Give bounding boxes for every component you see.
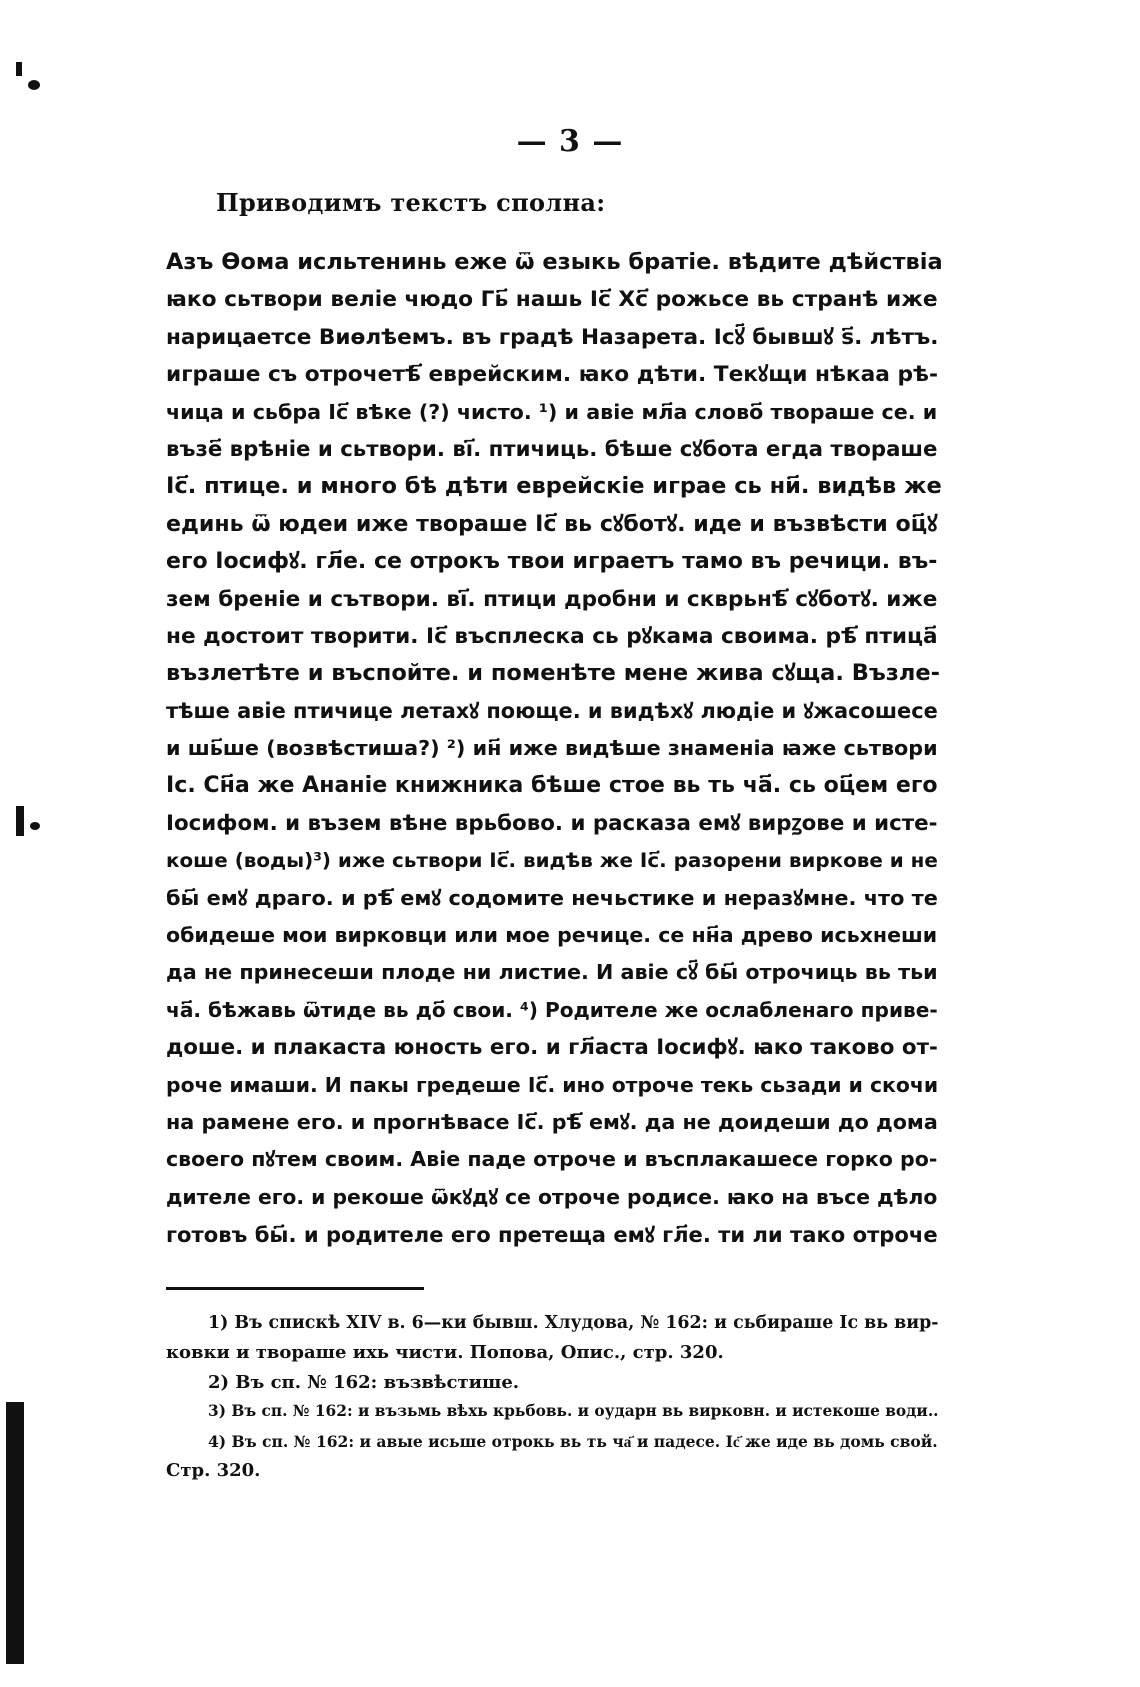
footnote-line: Стр. 320. — [166, 1459, 261, 1481]
scan-mark-middle-dot — [30, 822, 40, 830]
text-line: зем бреніе и сътвори. ві҃. птици дробни и скврьнѣ҃ сꙋботꙋ. иже — [166, 586, 938, 612]
text-line: ꙗко сьтвори веліе чюдо Гь҃ нашь Іс҃ Хс҃ рожьсе вь странѣ иже — [166, 287, 938, 313]
text-line: на рамене его. и прогнѣвасе Іс҃. рѣ҃ емꙋ. да не доидеши до дома — [166, 1109, 938, 1134]
text-line: Іс. Сн҃а же Ананіе книжника бѣше стое вь ть ча҃. сь оц҃ем его — [166, 772, 938, 799]
scan-mark-middle — [16, 806, 24, 836]
text-line: единь ѿ юдеи иже твораше Іс҃ вь сꙋботꙋ. иде и възвѣсти оц҃ꙋ — [166, 510, 938, 537]
text-line: ча҃. бѣжавь ѿтиде вь до҃ свои. ⁴) Родителе же ослабленаго приве- — [166, 997, 938, 1022]
footnote-line: 2) Въ сп. № 162: възвѣстише. — [208, 1371, 520, 1393]
text-line: тѣше авіе птичице летахꙋ поюще. и видѣхꙋ людіе и ꙋжасошесе — [166, 698, 938, 723]
scan-mark-top — [16, 62, 22, 76]
scan-mark-top-dot — [28, 80, 40, 90]
text-line: не достоит творити. Іс҃ въсплеска сь рꙋкама своима. рѣ҃ птица҃ — [166, 623, 938, 649]
scan-mark-bottom — [6, 1402, 24, 1664]
text-line: Азъ Ѳома исльтенинь еже ѿ езыкь братіе. вѣдите дѣйствіа — [166, 249, 943, 275]
footnote-line: 3) Въ сп. № 162: и възьмь вѣхь крьбовь. и оударн вь вирковн. и истекоше води.. — [208, 1402, 939, 1421]
text-line: доше. и плакаста юность его. и гл҃аста Іосифꙋ. ꙗко таково от- — [166, 1035, 938, 1061]
text-line: своего пꙋтем своим. Авіе паде отроче и въсплакашесе горко ро- — [166, 1147, 938, 1172]
quoted-text — [166, 244, 946, 1254]
footnote-rule — [166, 1287, 424, 1290]
text-line: чица и сьбра Іс҃ вѣке (?) чисто. ¹) и авіе мл҃а слово҃ твораше се. и — [166, 399, 938, 424]
text-line: Іосифом. и възем вѣне врьбово. и расказа емꙋ вирꙁове и исте- — [166, 810, 938, 836]
text-line: его Іосифꙋ. гл҃е. се отрокъ твои играетъ тамо въ речици. въ- — [166, 549, 938, 575]
text-line: нарицаетсе Виѳлѣемъ. въ градѣ Назарета. Ісꙋ҃ бывшꙋ ѕ҃. лѣтъ. — [166, 324, 939, 350]
text-line: възлетѣте и въспойте. и поменѣте мене жива сꙋща. Възле- — [166, 660, 940, 687]
text-line: Іс҃. птице. и много бѣ дѣти еврейскіе играе сь ни҃. видѣв же — [166, 473, 942, 500]
footnote-line: 1) Въ спискѣ XIV в. 6—ки бывш. Хлудова, № 162: и сьбираше Іс вь вир- — [208, 1313, 939, 1333]
text-line: и шь҃ше (возвѣстиша?) ²) ин҃ иже видѣше знаменіа ꙗже сьтвори — [166, 736, 938, 761]
intro-line: Приводимъ текстъ сполна: — [216, 188, 606, 217]
text-line: коше (воды)³) иже сьтвори Іс҃. видѣв же Іс҃. разорени вирковe и не — [166, 849, 938, 873]
footnote-line: ковки и твораше ихь чисти. Попова, Опис., стр. 320. — [166, 1342, 724, 1364]
text-line: бы҃ емꙋ драго. и рѣ҃ емꙋ содомите нечьстике и неразꙋмне. что те — [166, 885, 938, 910]
text-line: играше съ отрочетѣ҃ еврейским. ꙗко дѣти. Текꙋщи нѣкаа рѣ- — [166, 362, 939, 388]
footnote-line: 4) Въ сп. № 162: и авые исьше отрокь вь ть ча҃ и падесе. Іс҃ же иде вь домь свой. — [208, 1431, 938, 1451]
text-line: готовъ бы҃. и родителе его претеща емꙋ гл҃е. ти ли тако отроче — [166, 1222, 938, 1248]
text-line: да не принесеши плоде ни листие. И авіе сꙋ҃ бы҃ отрочиць вь тьи — [166, 960, 938, 985]
footnotes — [166, 1309, 946, 1485]
text-line: дителе его. и рекоше ѿкꙋдꙋ се отроче родисе. ꙗко на въсе дѣло — [166, 1184, 938, 1209]
text-line: възе҃ врѣніе и сьтвори. ві҃. птичиць. бѣше сꙋбота егда твораше — [166, 436, 938, 462]
text-line: обидеше мои вирковци или мое речице. се нн҃а древо исьхнеши — [166, 923, 938, 948]
page-number: — 3 — — [516, 124, 624, 159]
text-line: роче имаши. И пакы гредеше Іс҃. ино отроче текь сьзади и скочи — [166, 1072, 939, 1097]
